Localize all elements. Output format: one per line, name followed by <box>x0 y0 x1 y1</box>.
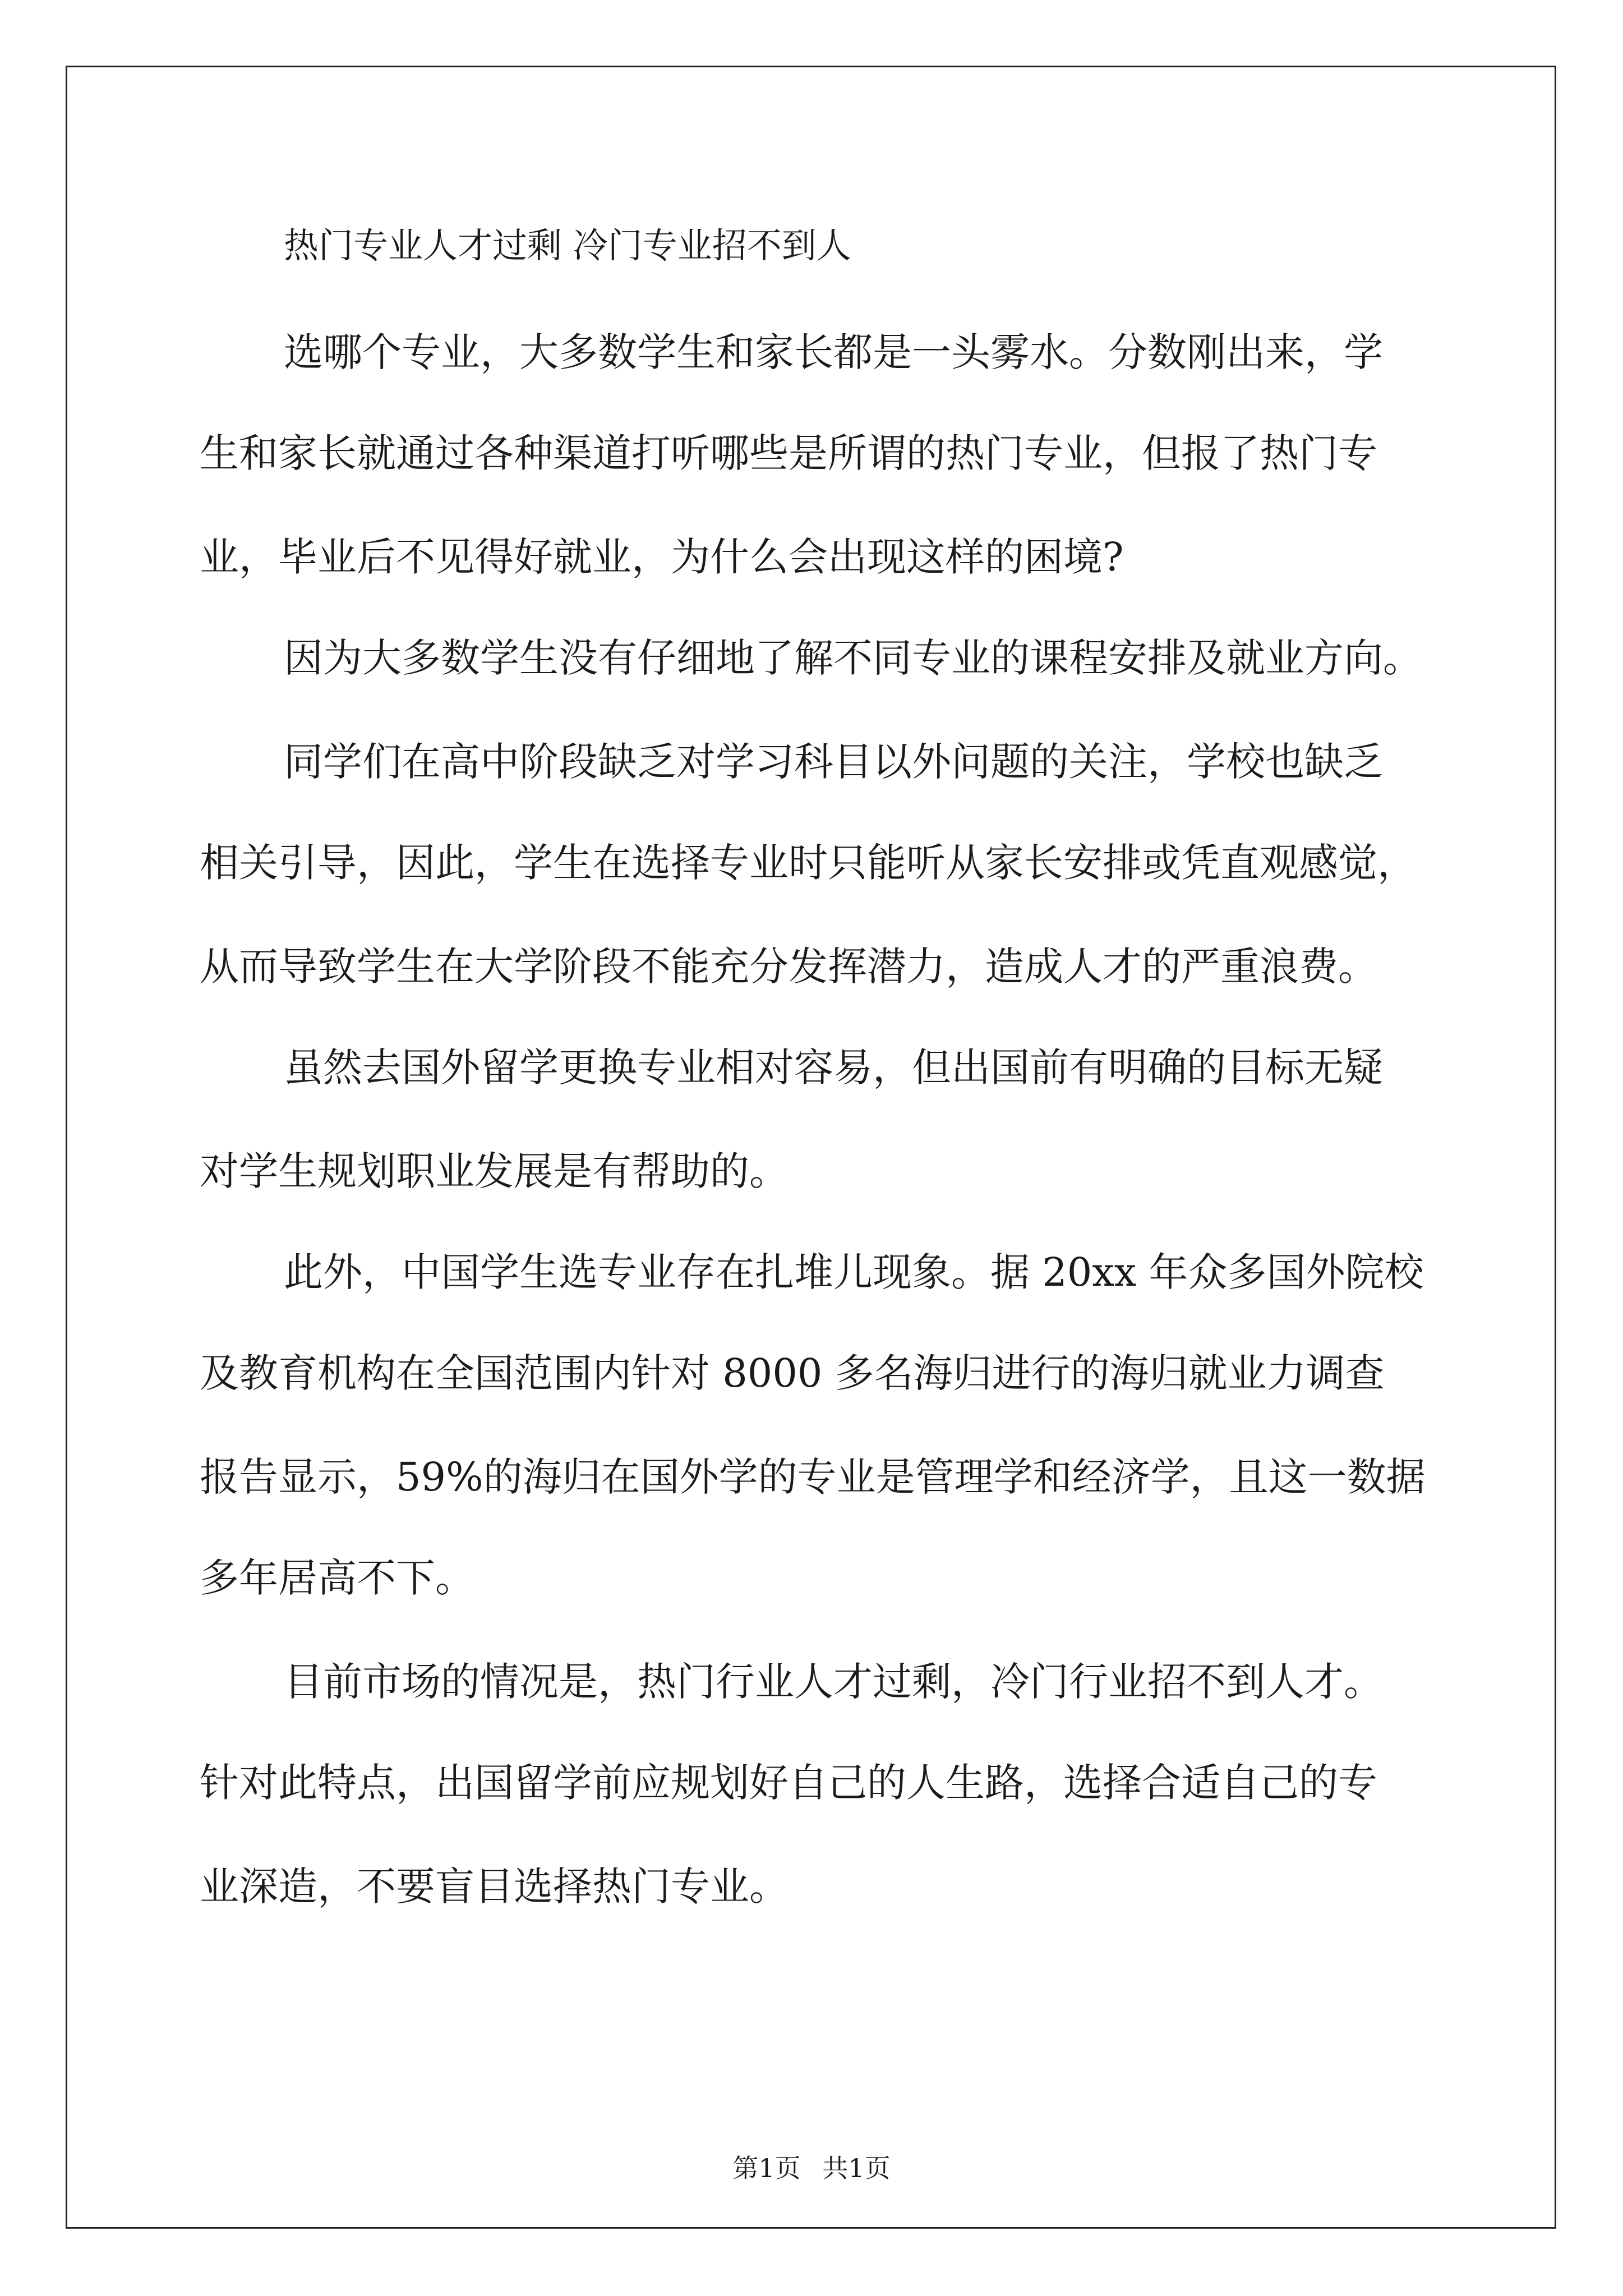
page-number-current: 第1页 <box>732 2153 801 2183</box>
paragraph-2-line-1: 因为大多数学生没有仔细地了解不同专业的课程安排及就业方向。 <box>284 635 1422 681</box>
paragraph-1-line-2: 生和家长就通过各种渠道打听哪些是所谓的热门专业，但报了热门专 <box>200 430 1377 476</box>
page-footer <box>0 2151 1623 2185</box>
paragraph-3-line-2: 相关引导，因此，学生在选择专业时只能听从家长安排或凭直观感觉， <box>200 840 1417 886</box>
paragraph-5-line-4: 多年居高不下。 <box>200 1555 474 1601</box>
paragraph-6-line-2: 针对此特点，出国留学前应规划好自己的人生路，选择合适自己的专 <box>200 1760 1377 1806</box>
paragraph-6-line-3: 业深造，不要盲目选择热门专业。 <box>200 1864 789 1910</box>
paragraph-3-line-1: 同学们在高中阶段缺乏对学习科目以外问题的关注，学校也缺乏 <box>284 739 1383 785</box>
paragraph-5-line-3: 报告显示，59%的海归在国外学的专业是管理学和经济学，且这一数据 <box>200 1454 1426 1500</box>
paragraph-4-line-2: 对学生规划职业发展是有帮助的。 <box>200 1148 789 1194</box>
page-number-total: 共1页 <box>822 2153 891 2183</box>
paragraph-6-line-1: 目前市场的情况是，热门行业人才过剩，冷门行业招不到人才。 <box>284 1659 1383 1705</box>
paragraph-5-line-1: 此外，中国学生选专业存在扎堆儿现象。据 20xx 年众多国外院校 <box>284 1249 1424 1295</box>
paragraph-3-line-3: 从而导致学生在大学阶段不能充分发挥潜力，造成人才的严重浪费。 <box>200 944 1377 990</box>
paragraph-5-line-2: 及教育机构在全国范围内针对 8000 多名海归进行的海归就业力调查 <box>200 1350 1385 1396</box>
paragraph-1-line-1: 选哪个专业，大多数学生和家长都是一头雾水。分数刚出来，学 <box>284 329 1383 375</box>
paragraph-1-line-3: 业，毕业后不见得好就业，为什么会出现这样的困境? <box>200 534 1124 580</box>
document-title: 热门专业人才过剩 冷门专业招不到人 <box>284 225 851 266</box>
paragraph-4-line-1: 虽然去国外留学更换专业相对容易，但出国前有明确的目标无疑 <box>284 1045 1383 1091</box>
